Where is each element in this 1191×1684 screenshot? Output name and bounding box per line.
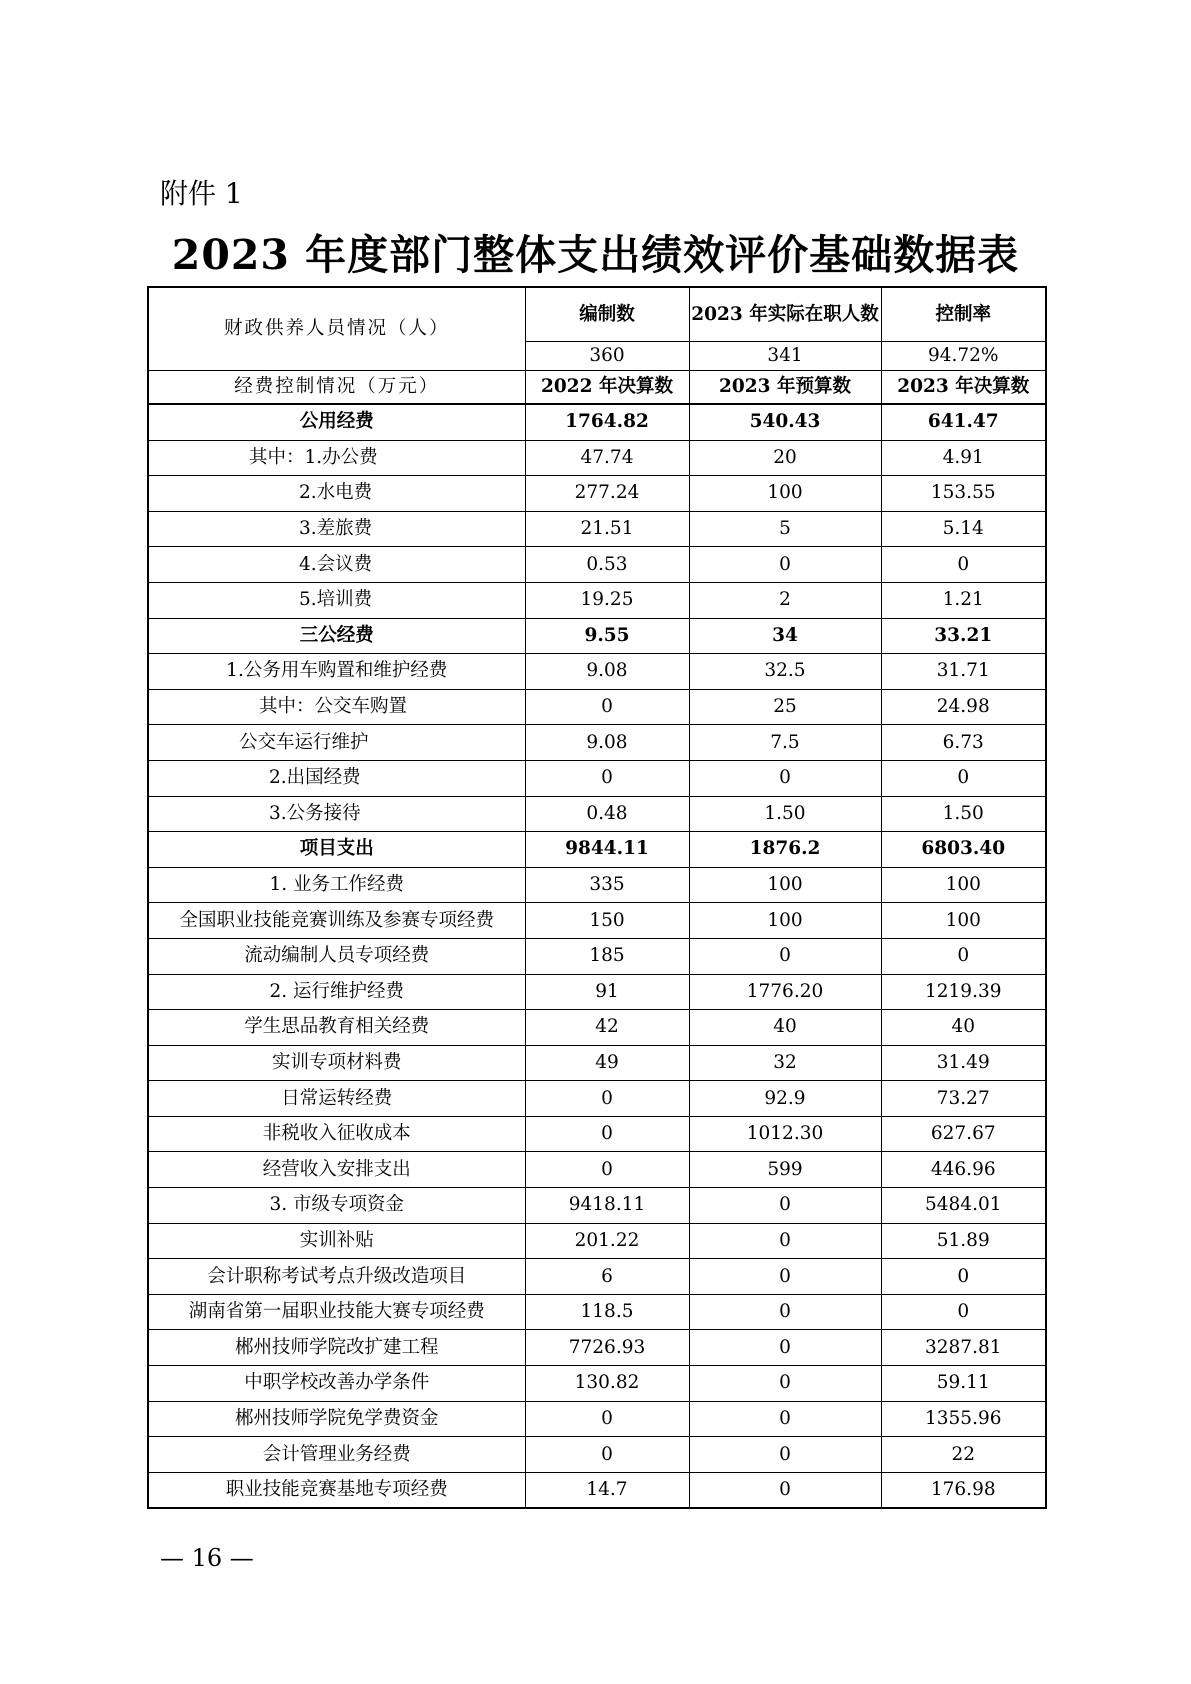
row-value-2: 540.43 xyxy=(689,404,881,440)
row-label: 其中：1.办公费 xyxy=(148,440,525,476)
row-value-3: 1219.39 xyxy=(881,974,1046,1010)
row-value-2: 1776.20 xyxy=(689,974,881,1010)
row-value-1: 6 xyxy=(525,1259,689,1295)
table-row xyxy=(148,404,1046,440)
row-value-2: 100 xyxy=(689,476,881,512)
row-value-1: 0 xyxy=(525,760,689,796)
row-label: 2.出国经费 xyxy=(148,760,525,796)
row-value-2: 32.5 xyxy=(689,654,881,690)
row-label: 中职学校改善办学条件 xyxy=(148,1366,525,1402)
row-value-1: 0 xyxy=(525,1401,689,1437)
row-value-1: 47.74 xyxy=(525,440,689,476)
row-label: 会计管理业务经费 xyxy=(148,1437,525,1473)
table-row xyxy=(148,867,1046,903)
table-row xyxy=(148,476,1046,512)
row-label: 郴州技师学院改扩建工程 xyxy=(148,1330,525,1366)
row-value-2: 0 xyxy=(689,547,881,583)
staff-label: 财政供养人员情况（人） xyxy=(148,287,525,371)
row-value-2: 0 xyxy=(689,1401,881,1437)
table-row xyxy=(148,511,1046,547)
row-value-2: 0 xyxy=(689,1472,881,1508)
table-row xyxy=(148,1401,1046,1437)
row-label: 流动编制人员专项经费 xyxy=(148,938,525,974)
row-value-3: 3287.81 xyxy=(881,1330,1046,1366)
row-value-3: 5.14 xyxy=(881,511,1046,547)
row-value-3: 33.21 xyxy=(881,618,1046,654)
row-value-1: 277.24 xyxy=(525,476,689,512)
row-value-2: 7.5 xyxy=(689,725,881,761)
row-value-1: 150 xyxy=(525,903,689,939)
budget-header-2023-budget: 2023 年预算数 xyxy=(689,371,881,405)
budget-header-row xyxy=(148,371,1046,405)
row-label: 项目支出 xyxy=(148,832,525,868)
row-value-1: 0 xyxy=(525,1152,689,1188)
row-value-3: 59.11 xyxy=(881,1366,1046,1402)
table-row xyxy=(148,1472,1046,1508)
row-label: 3. 市级专项资金 xyxy=(148,1188,525,1224)
table-row xyxy=(148,1294,1046,1330)
table-row xyxy=(148,938,1046,974)
row-value-3: 641.47 xyxy=(881,404,1046,440)
row-value-2: 40 xyxy=(689,1010,881,1046)
row-value-2: 0 xyxy=(689,1330,881,1366)
row-value-2: 5 xyxy=(689,511,881,547)
row-value-1: 185 xyxy=(525,938,689,974)
budget-header-2023-final: 2023 年决算数 xyxy=(881,371,1046,405)
row-value-1: 7726.93 xyxy=(525,1330,689,1366)
table-row xyxy=(148,618,1046,654)
table-row xyxy=(148,1152,1046,1188)
row-value-3: 6803.40 xyxy=(881,832,1046,868)
row-value-3: 22 xyxy=(881,1437,1046,1473)
row-label: 会计职称考试考点升级改造项目 xyxy=(148,1259,525,1295)
staff-header-rate: 控制率 xyxy=(881,287,1046,342)
row-value-2: 0 xyxy=(689,1223,881,1259)
row-value-3: 24.98 xyxy=(881,689,1046,725)
table-row xyxy=(148,654,1046,690)
row-value-2: 0 xyxy=(689,1294,881,1330)
data-table xyxy=(147,286,1047,1509)
row-value-3: 627.67 xyxy=(881,1116,1046,1152)
row-value-3: 6.73 xyxy=(881,725,1046,761)
table-row xyxy=(148,582,1046,618)
table-row xyxy=(148,1259,1046,1295)
row-value-2: 0 xyxy=(689,1437,881,1473)
staff-value-rate: 94.72% xyxy=(881,342,1046,371)
row-value-3: 100 xyxy=(881,867,1046,903)
table-row xyxy=(148,1081,1046,1117)
page-title: 2023 年度部门整体支出绩效评价基础数据表 xyxy=(171,231,1020,279)
row-value-1: 9844.11 xyxy=(525,832,689,868)
table-row xyxy=(148,547,1046,583)
row-value-3: 1.50 xyxy=(881,796,1046,832)
row-value-1: 0 xyxy=(525,689,689,725)
staff-header-quota: 编制数 xyxy=(525,287,689,342)
row-value-3: 176.98 xyxy=(881,1472,1046,1508)
row-label: 1. 业务工作经费 xyxy=(148,867,525,903)
row-value-3: 446.96 xyxy=(881,1152,1046,1188)
table-row xyxy=(148,903,1046,939)
row-value-1: 21.51 xyxy=(525,511,689,547)
row-value-3: 0 xyxy=(881,547,1046,583)
row-value-2: 1.50 xyxy=(689,796,881,832)
row-value-3: 153.55 xyxy=(881,476,1046,512)
row-value-2: 32 xyxy=(689,1045,881,1081)
row-label: 三公经费 xyxy=(148,618,525,654)
row-value-3: 0 xyxy=(881,760,1046,796)
row-label: 3.公务接待 xyxy=(148,796,525,832)
table-row xyxy=(148,1116,1046,1152)
row-value-1: 118.5 xyxy=(525,1294,689,1330)
row-label: 实训专项材料费 xyxy=(148,1045,525,1081)
row-value-2: 599 xyxy=(689,1152,881,1188)
row-value-1: 0 xyxy=(525,1081,689,1117)
row-value-1: 9.08 xyxy=(525,654,689,690)
row-value-2: 1012.30 xyxy=(689,1116,881,1152)
row-label: 全国职业技能竞赛训练及参赛专项经费 xyxy=(148,903,525,939)
row-value-3: 31.71 xyxy=(881,654,1046,690)
table-row xyxy=(148,1330,1046,1366)
row-value-1: 335 xyxy=(525,867,689,903)
row-value-2: 100 xyxy=(689,867,881,903)
table-row xyxy=(148,1223,1046,1259)
table-row xyxy=(148,725,1046,761)
row-value-3: 1.21 xyxy=(881,582,1046,618)
row-value-2: 20 xyxy=(689,440,881,476)
budget-label: 经费控制情况（万元） xyxy=(148,371,525,405)
row-label: 1.公务用车购置和维护经费 xyxy=(148,654,525,690)
row-label: 3.差旅费 xyxy=(148,511,525,547)
row-value-2: 2 xyxy=(689,582,881,618)
row-label: 4.会议费 xyxy=(148,547,525,583)
row-value-2: 0 xyxy=(689,1366,881,1402)
row-label: 公交车运行维护 xyxy=(148,725,525,761)
row-value-1: 0 xyxy=(525,1437,689,1473)
row-value-2: 25 xyxy=(689,689,881,725)
row-label: 2. 运行维护经费 xyxy=(148,974,525,1010)
table-row xyxy=(148,1188,1046,1224)
row-value-1: 0 xyxy=(525,1116,689,1152)
row-value-2: 1876.2 xyxy=(689,832,881,868)
row-value-1: 1764.82 xyxy=(525,404,689,440)
staff-value-quota: 360 xyxy=(525,342,689,371)
row-value-1: 42 xyxy=(525,1010,689,1046)
table-row xyxy=(148,974,1046,1010)
row-label: 郴州技师学院免学费资金 xyxy=(148,1401,525,1437)
staff-header-row xyxy=(148,287,1046,342)
row-value-1: 0.48 xyxy=(525,796,689,832)
budget-header-2022-final: 2022 年决算数 xyxy=(525,371,689,405)
table-row xyxy=(148,1010,1046,1046)
row-value-1: 9.08 xyxy=(525,725,689,761)
table-row xyxy=(148,796,1046,832)
staff-header-actual: 2023 年实际在职人数 xyxy=(689,287,881,342)
row-value-1: 201.22 xyxy=(525,1223,689,1259)
row-value-2: 0 xyxy=(689,1188,881,1224)
table-row xyxy=(148,760,1046,796)
row-value-2: 0 xyxy=(689,938,881,974)
row-label: 学生思品教育相关经费 xyxy=(148,1010,525,1046)
row-value-1: 91 xyxy=(525,974,689,1010)
table-row xyxy=(148,1045,1046,1081)
row-value-2: 100 xyxy=(689,903,881,939)
row-value-3: 73.27 xyxy=(881,1081,1046,1117)
row-value-3: 0 xyxy=(881,938,1046,974)
table-body xyxy=(148,287,1046,1508)
row-value-1: 130.82 xyxy=(525,1366,689,1402)
table-row xyxy=(148,689,1046,725)
row-label: 日常运转经费 xyxy=(148,1081,525,1117)
row-value-1: 14.7 xyxy=(525,1472,689,1508)
row-value-3: 31.49 xyxy=(881,1045,1046,1081)
row-value-3: 1355.96 xyxy=(881,1401,1046,1437)
table-row xyxy=(148,832,1046,868)
row-value-2: 34 xyxy=(689,618,881,654)
row-value-1: 0.53 xyxy=(525,547,689,583)
row-value-1: 49 xyxy=(525,1045,689,1081)
row-value-3: 0 xyxy=(881,1294,1046,1330)
row-label: 职业技能竞赛基地专项经费 xyxy=(148,1472,525,1508)
row-label: 实训补贴 xyxy=(148,1223,525,1259)
row-value-3: 0 xyxy=(881,1259,1046,1295)
row-value-3: 40 xyxy=(881,1010,1046,1046)
row-label: 其中：公交车购置 xyxy=(148,689,525,725)
row-value-2: 92.9 xyxy=(689,1081,881,1117)
row-value-3: 5484.01 xyxy=(881,1188,1046,1224)
staff-value-actual: 341 xyxy=(689,342,881,371)
row-value-3: 51.89 xyxy=(881,1223,1046,1259)
row-label: 2.水电费 xyxy=(148,476,525,512)
row-value-3: 100 xyxy=(881,903,1046,939)
page-number: — 16 — xyxy=(160,1544,254,1572)
row-value-2: 0 xyxy=(689,760,881,796)
table-row xyxy=(148,1366,1046,1402)
row-value-1: 9.55 xyxy=(525,618,689,654)
row-label: 经营收入安排支出 xyxy=(148,1152,525,1188)
row-value-2: 0 xyxy=(689,1259,881,1295)
row-label: 5.培训费 xyxy=(148,582,525,618)
row-value-1: 19.25 xyxy=(525,582,689,618)
row-value-3: 4.91 xyxy=(881,440,1046,476)
row-label: 湖南省第一届职业技能大赛专项经费 xyxy=(148,1294,525,1330)
row-label: 非税收入征收成本 xyxy=(148,1116,525,1152)
row-value-1: 9418.11 xyxy=(525,1188,689,1224)
row-label: 公用经费 xyxy=(148,404,525,440)
table-row xyxy=(148,440,1046,476)
attachment-label: 附件 1 xyxy=(160,177,243,210)
table-row xyxy=(148,1437,1046,1473)
